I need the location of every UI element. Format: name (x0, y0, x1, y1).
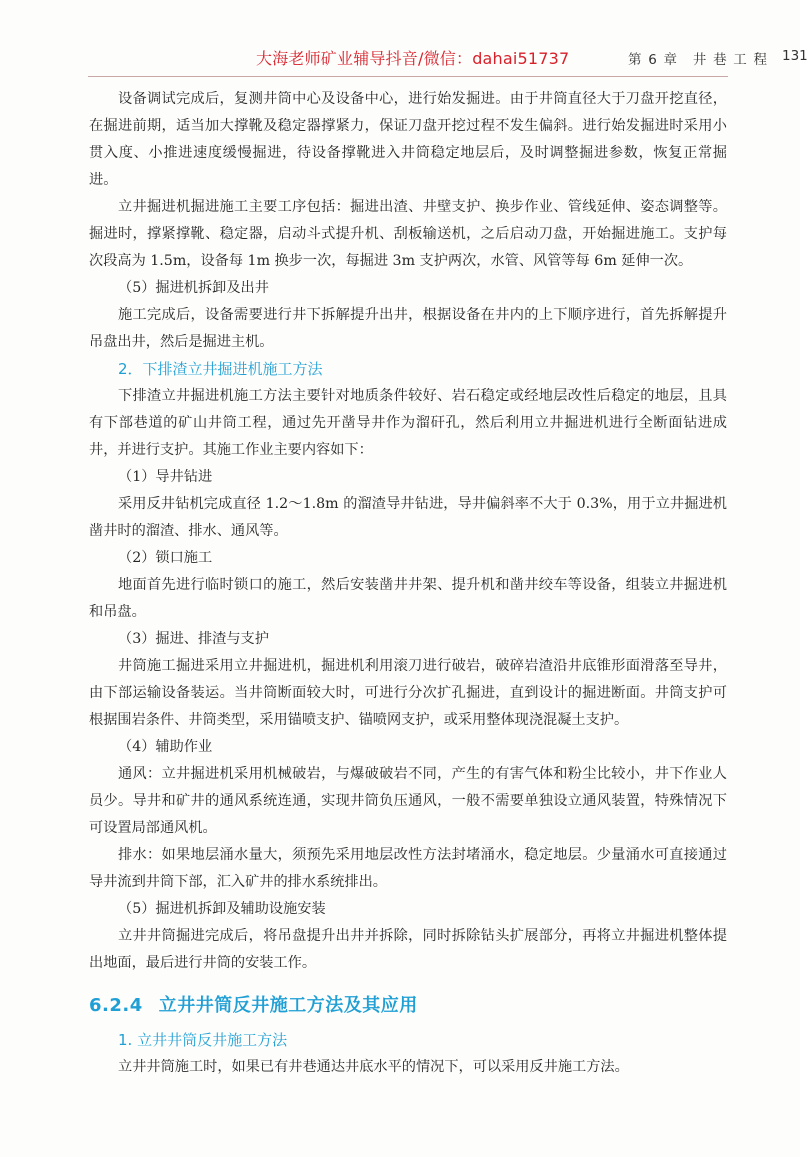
paragraph: 通风：立井掘进机采用机械破岩，与爆破破岩不同，产生的有害气体和粉尘比较小，井下作业人员少。导井和矿井的通风系统连通，实现井筒负压通风，一般不需要单独设立通风装置，特殊情况下可设置局部通风机。 (89, 766, 727, 836)
paragraph: 立井井筒施工时，如果已有井巷通达井底水平的情况下，可以采用反井施工方法。 (118, 1059, 629, 1075)
paragraph: 施工完成后，设备需要进行井下拆解提升出井，根据设备在井内的上下顺序进行，首先拆解提升吊盘出井，然后是掘进主机。 (89, 307, 727, 350)
section-number: 6.2.4 (89, 995, 143, 1016)
paragraph: 采用反井钻机完成直径 1.2～1.8m 的溜渣导井钻进，导井偏斜率不大于 0.3%，用于立井掘进机凿井时的溜渣、排水、通风等。 (89, 496, 727, 539)
section-title: 立井井筒反井施工方法及其应用 (158, 995, 418, 1016)
subsection-heading: 1. 立井井筒反井施工方法 (118, 1031, 288, 1049)
page-body (89, 86, 727, 1081)
paragraph: 排水：如果地层涌水量大，须预先采用地层改性方法封堵涌水，稳定地层。少量涌水可直接通过导井流到井筒下部，汇入矿井的排水系统排出。 (89, 847, 727, 890)
subsection-heading: 2．下排渣立井掘进机施工方法 (118, 360, 323, 378)
list-item-heading: （5）掘进机拆卸及出井 (118, 280, 269, 296)
page-header (88, 46, 808, 70)
paragraph: 地面首先进行临时锁口的施工，然后安装凿井井架、提升机和凿井绞车等设备，组装立井掘进机和吊盘。 (89, 577, 727, 620)
watermark-text: 大海老师矿业辅导抖音/微信：dahai51737 (256, 49, 570, 68)
list-item-heading: （1）导井钻进 (118, 469, 213, 485)
paragraph: 立井掘进机掘进施工主要工序包括：掘进出渣、井壁支护、换步作业、管线延伸、姿态调整等。掘进时，撑紧撑靴、稳定器，启动斗式提升机、刮板输送机，之后启动刀盘，开始掘进施工。支护每次段高为 1.5m，设备每 1m 换步一次，每掘进 3m 支护两次，水管、风管等每 6m 延伸一次。 (89, 199, 727, 269)
header-rule (88, 76, 728, 77)
section-heading (89, 991, 727, 1021)
page-number: 131 (782, 48, 808, 64)
chapter-title: 第 6 章 井 巷 工 程 (628, 52, 769, 68)
paragraph: 设备调试完成后，复测井筒中心及设备中心，进行始发掘进。由于井筒直径大于刀盘开挖直径，在掘进前期，适当加大撑靴及稳定器撑紧力，保证刀盘开挖过程不发生偏斜。进行始发掘进时采用小贯入度、小推进速度缓慢掘进，待设备撑靴进入井筒稳定地层后，及时调整掘进参数，恢复正常掘进。 (89, 91, 727, 188)
list-item-heading: （2）锁口施工 (118, 550, 213, 566)
paragraph: 立井井筒掘进完成后，将吊盘提升出井并拆除，同时拆除钻头扩展部分，再将立井掘进机整体提出地面，最后进行井筒的安装工作。 (89, 928, 727, 971)
paragraph: 井筒施工掘进采用立井掘进机，掘进机利用滚刀进行破岩，破碎岩渣沿井底锥形面滑落至导井，由下部运输设备装运。当井筒断面较大时，可进行分次扩孔掘进，直到设计的掘进断面。井筒支护可根据围岩条件、井筒类型，采用锚喷支护、锚喷网支护，或采用整体现浇混凝土支护。 (89, 658, 727, 728)
list-item-heading: （3）掘进、排渣与支护 (118, 631, 269, 647)
list-item-heading: （5）掘进机拆卸及辅助设施安装 (118, 901, 326, 917)
paragraph: 下排渣立井掘进机施工方法主要针对地质条件较好、岩石稳定或经地层改性后稳定的地层，且具有下部巷道的矿山井筒工程，通过先开凿导井作为溜矸孔，然后利用立井掘进机进行全断面钻进成井，并进行支护。其施工作业主要内容如下： (89, 388, 727, 458)
list-item-heading: （4）辅助作业 (118, 739, 213, 755)
